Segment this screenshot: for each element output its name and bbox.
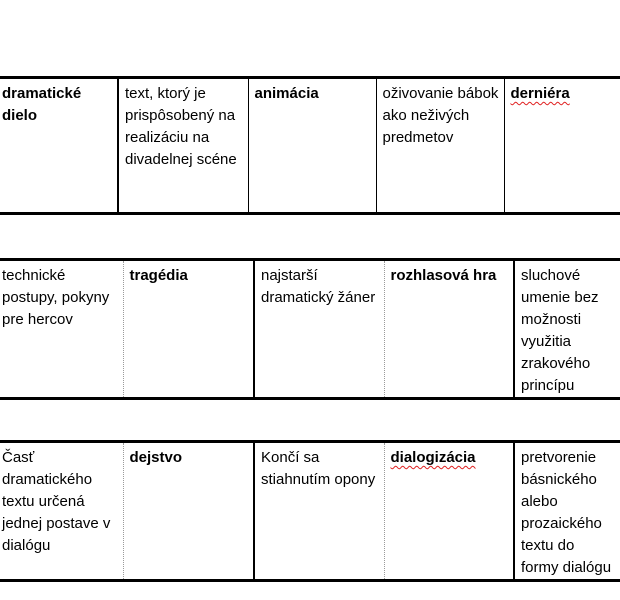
term-table-3 xyxy=(0,440,620,582)
definition-text: pretvorenie básnického alebo prozaického textu do formy dialógu xyxy=(521,449,612,576)
term-table-1 xyxy=(0,76,620,215)
definition-cell[interactable] xyxy=(0,260,123,399)
table-row xyxy=(0,442,620,581)
definition-text: Končí sa stiahnutím opony xyxy=(261,449,376,488)
term-cell[interactable] xyxy=(384,442,514,581)
definition-cell[interactable] xyxy=(118,78,248,214)
term-text: animácia xyxy=(254,85,319,102)
definition-text: text, ktorý je prispôsobený na realizáciu na divadelnej scéne xyxy=(125,85,237,168)
term-text: dramatické dielo xyxy=(2,85,82,124)
definition-cell[interactable] xyxy=(376,78,504,214)
term-table-2 xyxy=(0,258,620,400)
definition-cell[interactable] xyxy=(514,442,620,581)
definition-text: najstarší dramatický žáner xyxy=(261,267,376,306)
term-cell[interactable] xyxy=(123,442,254,581)
definition-cell[interactable] xyxy=(0,442,123,581)
term-text-misspelled: derniéra xyxy=(510,85,570,102)
term-text-misspelled: dialogizácia xyxy=(390,449,476,466)
table-row xyxy=(0,78,620,214)
term-cell[interactable] xyxy=(123,260,254,399)
term-cell[interactable] xyxy=(248,78,376,214)
definition-text: technické postupy, pokyny pre hercov xyxy=(2,267,110,328)
term-text: dejstvo xyxy=(129,449,183,466)
definition-cell[interactable] xyxy=(514,260,620,399)
table-row xyxy=(0,260,620,399)
term-cell[interactable] xyxy=(504,78,620,214)
term-cell[interactable] xyxy=(384,260,514,399)
definition-text: sluchové umenie bez možnosti využitia zrakového princípu xyxy=(521,267,599,394)
definition-text: Časť dramatického textu určená jednej postave v dialógu xyxy=(2,449,111,554)
term-text: rozhlasová hra xyxy=(390,267,497,284)
term-cell[interactable] xyxy=(0,78,118,214)
definition-cell[interactable] xyxy=(254,442,384,581)
term-text: tragédia xyxy=(129,267,188,284)
definition-text: oživovanie bábok ako neživých predmetov xyxy=(382,85,499,146)
definition-cell[interactable] xyxy=(254,260,384,399)
